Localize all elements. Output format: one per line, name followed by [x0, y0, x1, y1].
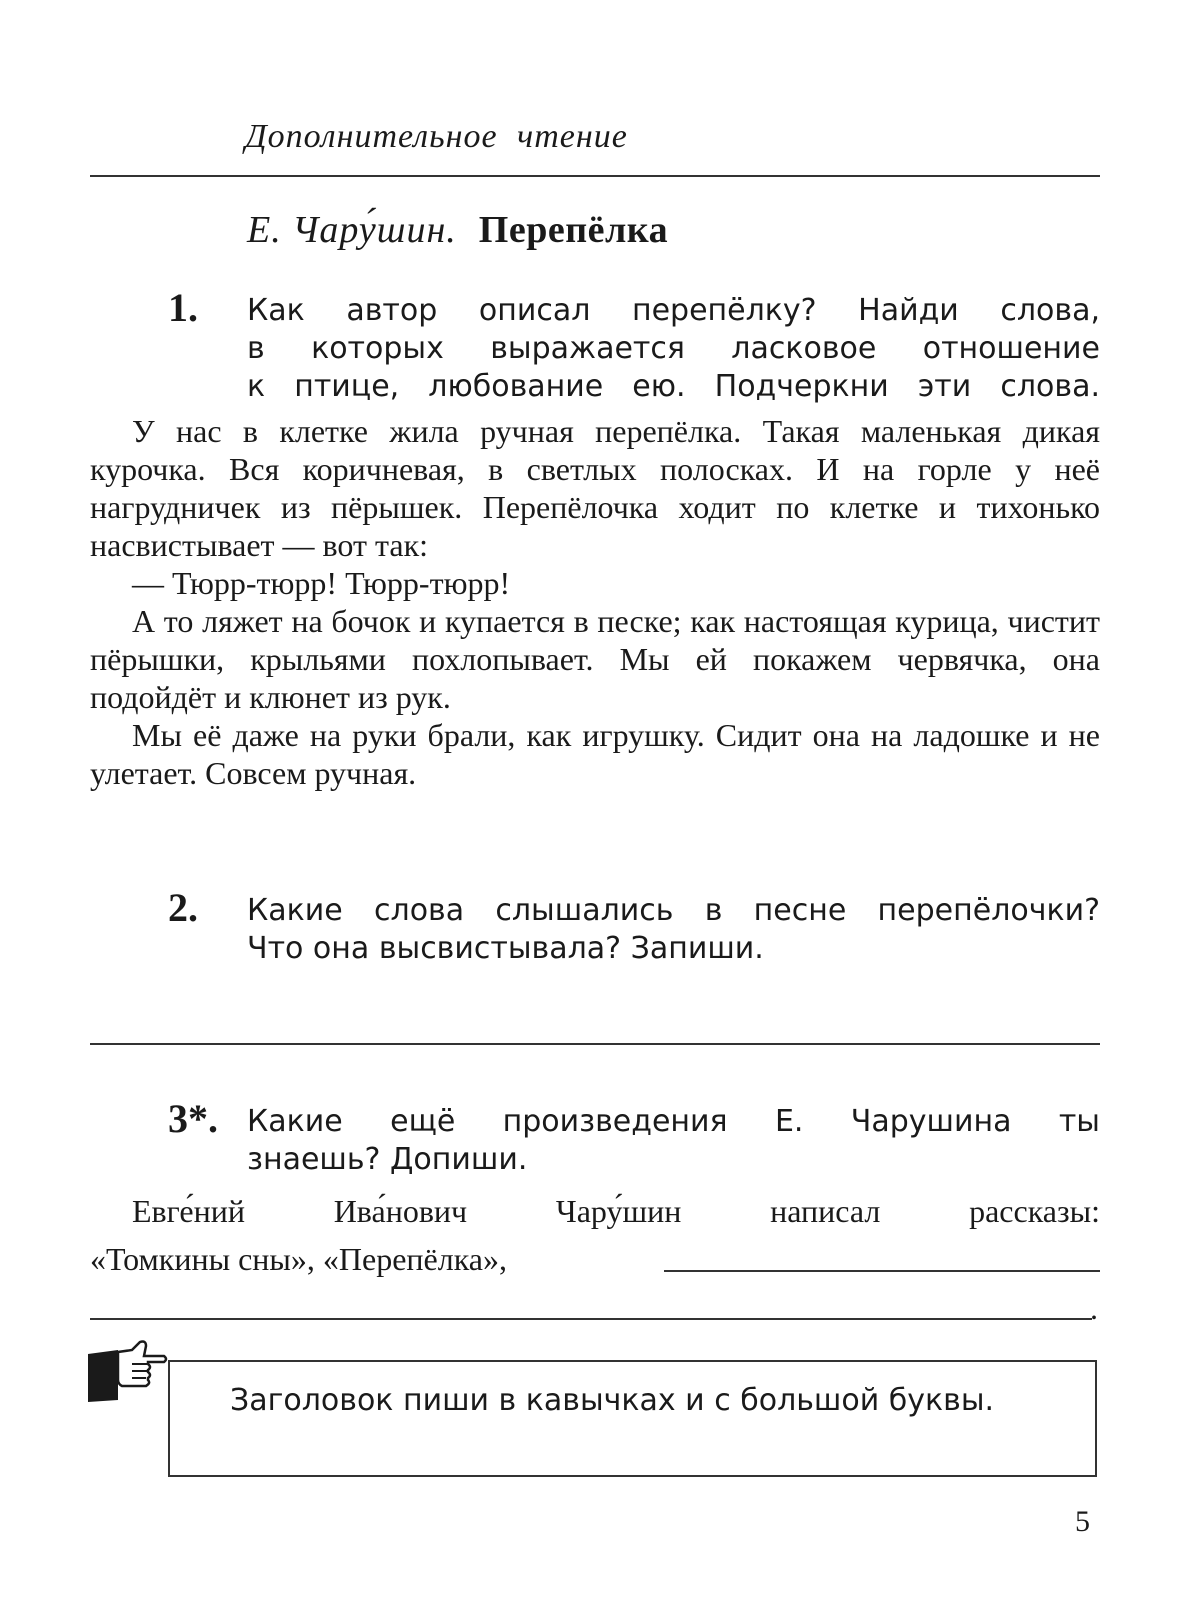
task-1-line-1: Как автор описал перепёлку? Найди слова, [247, 293, 1100, 328]
story-paragraph-2: — Тюрр-тюрр! Тюрр-тюрр! [132, 565, 511, 601]
page-number: 5 [1075, 1505, 1090, 1538]
task-1-line-2: в которых выражается ласковое отношение [247, 331, 1100, 366]
task-3-answer-line-2[interactable] [90, 1318, 1092, 1320]
task-2-line-2: Что она высвистывала? Запиши. [247, 931, 764, 966]
task-2-number: 2. [168, 885, 198, 930]
task-2-answer-line[interactable] [90, 1043, 1100, 1045]
task-3-line-1: Какие ещё произведения Е. Чарушина ты [247, 1104, 1100, 1139]
task-3-line-2: знаешь? Допиши. [247, 1142, 528, 1177]
hint-text: Заголовок пиши в кавычках и с большой буквы. [230, 1383, 995, 1418]
story-name: Перепёлка [478, 209, 669, 251]
section-header: Дополнительное чтение [245, 118, 628, 155]
task-2-line-1: Какие слова слышались в песне перепёлочки? [247, 893, 1100, 928]
task-3-answer-line-1[interactable] [664, 1270, 1100, 1272]
task-3-sentence-cont: «Томкины сны», «Перепёлка», [90, 1241, 507, 1277]
task-3-end-period: . [1090, 1290, 1098, 1326]
task-3-number: 3*. [168, 1096, 218, 1141]
story-text [90, 412, 1100, 792]
story-paragraph-1: У нас в клетке жила ручная перепёлка. Такая маленькая дикая курочка. Вся коричневая, в светлых полосках. И на горле у неё нагрудничек из пёрышек. Перепёлочка ходит по клетке и тихонько насвистывает — вот так: [90, 413, 1100, 563]
header-divider [90, 175, 1100, 177]
task-1-line-3: к птице, любование ею. Подчеркни эти слова. [247, 369, 1100, 404]
task-1-number: 1. [168, 285, 198, 330]
story-title [247, 208, 668, 252]
story-paragraph-4: Мы её даже на руки брали, как игрушку. Сидит она на ладошке и не улетает. Совсем ручная. [90, 717, 1100, 791]
pointing-hand-icon [88, 1340, 168, 1402]
author-name: Е. Чару́шин. [247, 209, 457, 251]
task-3-sentence-start: Евге́ний Ива́нович Чару́шин написал рассказы: [132, 1193, 1100, 1229]
story-paragraph-3: А то ляжет на бочок и купается в песке; как настоящая курица, чистит пёрышки, крыльями похлопывает. Мы ей покажем червячка, она подойдёт и клюнет из рук. [90, 603, 1100, 715]
